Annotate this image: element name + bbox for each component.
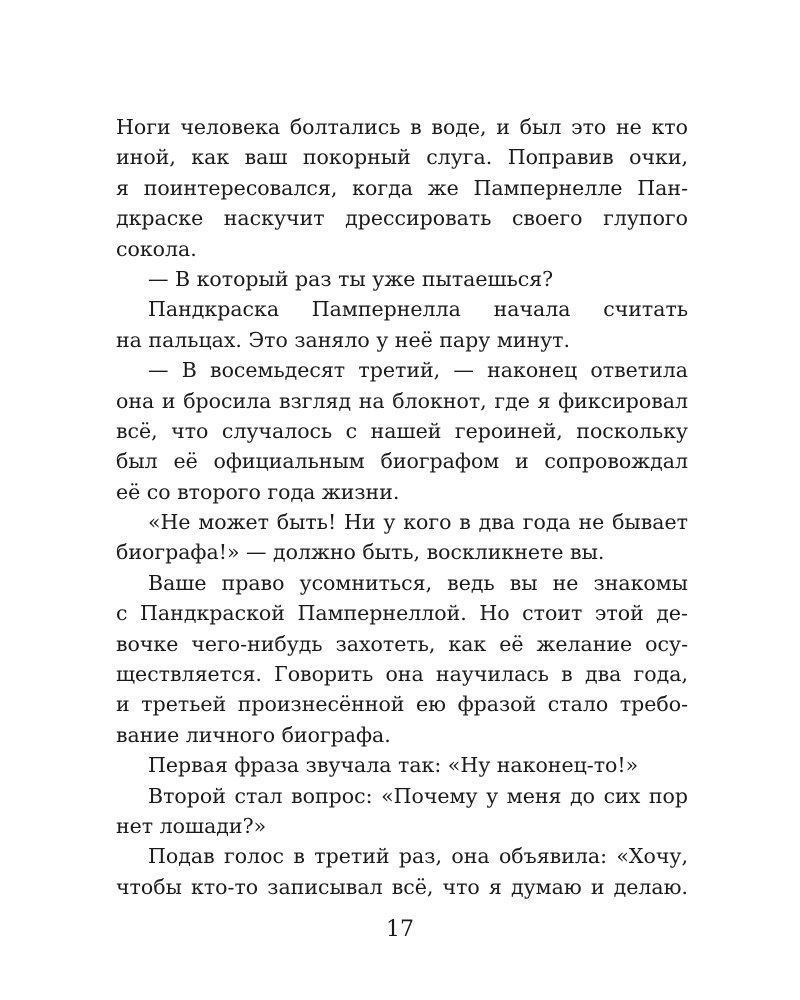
text-line: и третьей произнесённой ею фразой стало требо- xyxy=(116,692,688,717)
text-line: с Пандкраской Пампернеллой. Но стоит этой де- xyxy=(116,601,688,626)
text-line: я поинтересовался, когда же Пампернелле Пан- xyxy=(116,175,688,200)
text-line: — В который раз ты уже пытаешься? xyxy=(148,266,554,291)
text-line: был её официальным биографом и сопровождал xyxy=(116,449,688,474)
text-line: вание личного биографа. xyxy=(116,722,391,747)
text-line: Ноги человека болтались в воде, и был это не кто xyxy=(116,115,688,139)
text-line: Первая фраза звучала так: «Ну наконец-то!» xyxy=(148,753,639,778)
text-line: сокола. xyxy=(116,236,197,261)
page-number: 17 xyxy=(386,917,414,942)
text-line: Второй стал вопрос: «Почему у меня до сих пор xyxy=(148,783,688,808)
text-line: «Не может быть! Ни у кого в два года не бывает xyxy=(148,510,688,535)
text-line: Подав голос в третий раз, она объявила: «Хочу, xyxy=(148,844,688,869)
text-line: Пандкраска Пампернелла начала считать xyxy=(148,297,688,322)
text-line: биографа!» — должно быть, воскликнете вы. xyxy=(116,540,605,565)
text-line: иной, как ваш покорный слуга. Поправив очки, xyxy=(116,145,688,170)
text-line: чтобы кто-то записывал всё, что я думаю и делаю. xyxy=(116,874,688,899)
text-line: — В восемьдесят третий, — наконец ответила xyxy=(148,358,688,383)
text-line: ществляется. Говорить она научилась в два года, xyxy=(116,662,688,687)
text-line: всё, что случалось с нашей героиней, поскольку xyxy=(116,418,688,443)
body-text xyxy=(116,112,688,902)
text-line: Ваше право усомниться, ведь вы не знакомы xyxy=(148,570,688,595)
text-line: её со второго года жизни. xyxy=(116,479,400,504)
text-line: нет лошади?» xyxy=(116,813,267,838)
text-line: вочке чего-нибудь захотеть, как её желание осу- xyxy=(116,631,688,656)
text-line: дкраске наскучит дрессировать своего глупого xyxy=(116,206,688,231)
text-line: на пальцах. Это заняло у неё пару минут. xyxy=(116,327,571,352)
text-line: она и бросила взгляд на блокнот, где я фиксировал xyxy=(116,388,688,413)
